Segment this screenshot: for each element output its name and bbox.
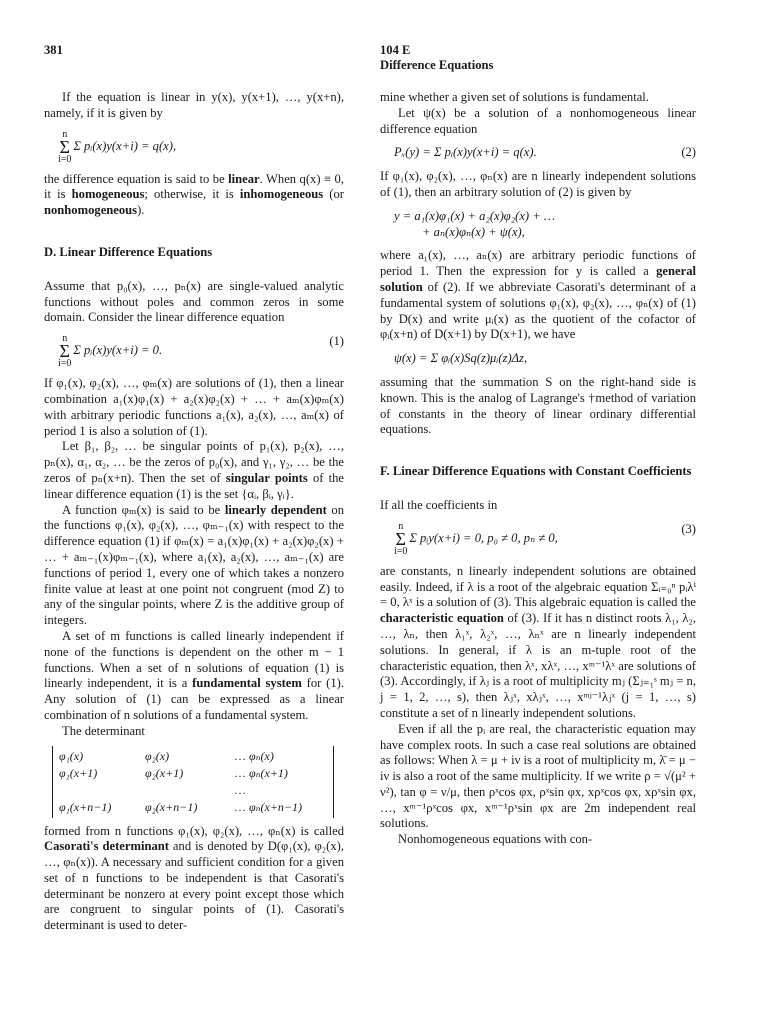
equation-number: (1) bbox=[329, 334, 344, 349]
right-column bbox=[380, 90, 696, 848]
paragraph: If all the coefficients in bbox=[380, 497, 498, 512]
determinant-row: φ₁(x+1) φ₂(x+1) … φₙ(x+1) bbox=[59, 765, 288, 780]
paragraph: the difference equation is said to be linear. When q(x) ≡ 0, it is homogeneous; otherwise, it is inhomogeneous (or nonhomogeneous). bbox=[44, 171, 344, 218]
equation-number: (3) bbox=[681, 521, 696, 536]
equation: ψ(x) = Σ φᵢ(x)Sq(z)μᵢ(z)Δz, bbox=[394, 351, 528, 366]
paragraph: Nonhomogeneous equations with con- bbox=[398, 832, 593, 847]
paragraph: where a₁(x), …, aₙ(x) are arbitrary periodic functions of period 1. Then the expression for y is called a general solution of (2). If we abbreviate Casorati's determinant of a fundamental system of solutions φ₁(x), φ₂(x), …, φₙ(x) of (1) by D(x) and write μᵢ(x) as the quotient of the cofactor of φᵢ(x+n) of D(x+1) by D(x+1), we have bbox=[380, 248, 696, 342]
paragraph: assuming that the summation S on the right-hand side is known. This is the analog of Lagrange's †method of variation of constants in the theory of linear ordinary differential equations. bbox=[380, 374, 696, 437]
equation: n Σ i=0Σ pᵢ(x)y(x+i) = q(x), bbox=[58, 128, 177, 165]
equation-number: (2) bbox=[681, 145, 696, 160]
section-title: Difference Equations bbox=[380, 58, 494, 72]
casorati-determinant bbox=[52, 746, 334, 818]
paragraph: A set of m functions is called linearly independent if none of the functions is dependent on the other m − 1 functions. When a set of n solutions of equation (1) is linearly independent, it is a fundamental system for (1). Any solution of (1) can be expressed as a linear combination of n solutions of a fundamental system. bbox=[44, 628, 344, 722]
paragraph: Even if all the pᵢ are real, the characteristic equation may have complex roots. In such a case real solutions are obtained as follows: When λ = μ + iν is a root of multiplicity m, λ̄ = μ − iν is also a root of the same multiplicity. If we write ρ = √(μ² + ν²), tan φ = ν/μ, then ρˣcos φx, ρˣsin φx, xρˣcos φx, xρˣsin φx, …, xᵐ⁻¹ρˣcos φx, xᵐ⁻¹ρˣsin φx are 2m independent real solutions. bbox=[380, 721, 696, 831]
summation-symbol: n Σ i=0 bbox=[58, 128, 72, 165]
equation: n Σ i=0Σ pᵢy(x+i) = 0, p₀ ≠ 0, pₙ ≠ 0, (3) bbox=[394, 520, 696, 557]
paragraph: If φ₁(x), φ₂(x), …, φₘ(x) are solutions of (1), then a linear combination a₁(x)φ₁(x) + a₂(x)φ₂(x) + … + aₘ(x)φₘ(x) with arbitrary periodic functions a₁(x), a₂(x), …, aₘ(x) of period 1 is also a solution of (1). bbox=[44, 376, 344, 438]
equation: y = a₁(x)φ₁(x) + a₂(x)φ₂(x) + … + aₙ(x)φₙ(x) + ψ(x), bbox=[394, 208, 556, 239]
paragraph: If φ₁(x), φ₂(x), …, φₙ(x) are n linearly independent solutions of (1), then an arbitrary solution of (2) is given by bbox=[380, 169, 696, 199]
paragraph: formed from n functions φ₁(x), φ₂(x), …, φₙ(x) is called Casorati's determinant and is denoted by D(φ₁(x), φ₂(x), …, φₙ(x)). A necessary and sufficient condition for a given set of n functions to be independent is that Casorati's determinant be nonzero at every point except those which are congruent to singular points of (1). Casorati's determinant is used to deter- bbox=[44, 823, 344, 933]
paragraph: mine whether a given set of solutions is fundamental. bbox=[380, 90, 649, 104]
running-header bbox=[380, 43, 493, 73]
paragraph: The determinant bbox=[62, 723, 145, 738]
paragraph: If the equation is linear in y(x), y(x+1), …, y(x+n), namely, if it is given by bbox=[44, 90, 344, 120]
section-heading: D. Linear Difference Equations bbox=[44, 244, 213, 259]
equation: Pₓ(y) = Σ pᵢ(x)y(x+i) = q(x). (2) bbox=[394, 145, 696, 160]
left-column bbox=[44, 90, 344, 934]
section-code: 104 E bbox=[380, 43, 411, 57]
paragraph: Let β₁, β₂, … be singular points of p₁(x), p₂(x), …, pₙ(x), α₁, α₂, … be the zeros of p₀(x), and γ₁, γ₂, … be the zeros of pₙ(x+n). Then the set of singular points of the linear difference equation (1) is the set {αᵢ, βᵢ, γᵢ}. bbox=[44, 439, 344, 501]
summation-symbol: n Σ i=0 bbox=[394, 520, 408, 557]
paragraph: Let ψ(x) be a solution of a nonhomogeneous linear difference equation bbox=[380, 105, 696, 136]
determinant-row: φ₁(x) φ₂(x) … φₙ(x) bbox=[59, 748, 274, 763]
summation-symbol: n Σ i=0 bbox=[58, 333, 72, 370]
paragraph: are constants, n linearly independent solutions are obtained easily. Indeed, if λ is a root of the algebraic equation Σᵢ₌₀ⁿ pᵢλⁱ = 0, λˣ is a solution of (3). This algebraic equation is called the characteristic equation of (3). If it has n distinct roots λ₁, λ₂, …, λₙ, then λ₁ˣ, λ₂ˣ, …, λₙˣ are n linearly independent solutions. In general, if λ is an m-tuple root of the characteristic equation, then λˣ, xλˣ, …, xᵐ⁻¹λˣ are solutions of (3). Accordingly, if λⱼ is a root of multiplicity mⱼ (Σⱼ₌₁ˢ mⱼ = n, j = 1, 2, …, s), then λⱼˣ, xλⱼˣ, …, xᵐʲ⁻¹λⱼˣ (j = 1, …, s) constitute a set of n linearly independent solutions. bbox=[380, 563, 696, 720]
paragraph: Assume that p₀(x), …, pₙ(x) are single-valued analytic functions without poles and common zeros in some domain. Consider the linear difference equation bbox=[44, 278, 344, 325]
section-heading: F. Linear Difference Equations with Constant Coefficients bbox=[380, 464, 692, 479]
paragraph: A function φₘ(x) is said to be linearly dependent on the functions φ₁(x), φ₂(x), …, φₘ₋₁(x) with respect to the difference equation (1) if φₘ(x) = a₁(x)φ₁(x) + a₂(x)φ₂(x) + … + aₘ₋₁(x)φₘ₋₁(x), where a₁(x), a₂(x), …, aₘ₋₁(x) are functions of period 1, every one of which takes a nonzero finite value at least at one point not congruent (mod Z) to any of the singular points, where Z is the additive group of integers. bbox=[44, 502, 345, 628]
equation: n Σ i=0Σ pᵢ(x)y(x+i) = 0. (1) bbox=[58, 333, 344, 370]
determinant-row: … bbox=[234, 782, 246, 797]
determinant-row: φ₁(x+n−1) φ₂(x+n−1) … φₙ(x+n−1) bbox=[59, 799, 303, 814]
page-number: 381 bbox=[44, 43, 63, 57]
